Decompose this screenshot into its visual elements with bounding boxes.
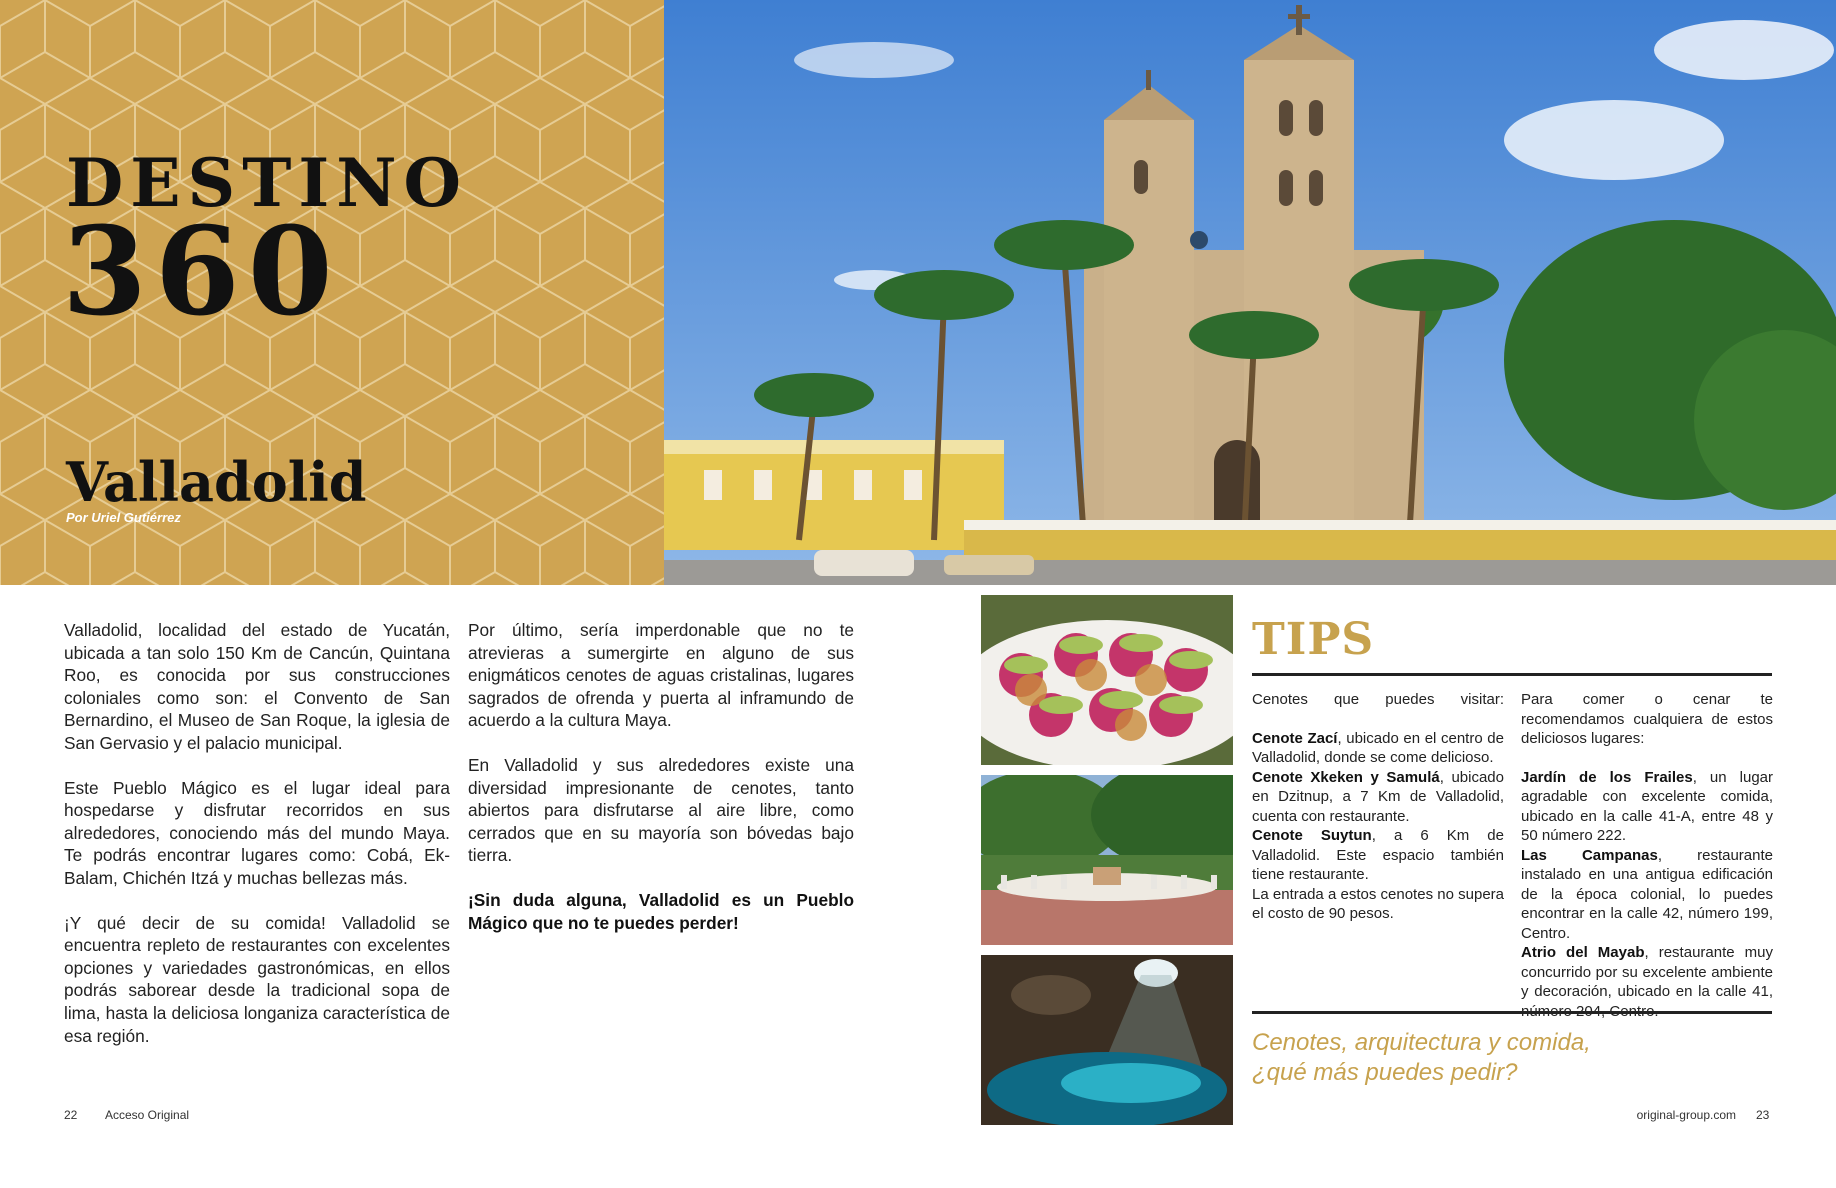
tips-cenotes-column bbox=[1252, 690, 1504, 924]
food-intro: Para comer o cenar te recomendamos cualquiera de estos deliciosos lugares: bbox=[1521, 691, 1773, 747]
article-column-1 bbox=[64, 619, 450, 1069]
magazine-name: Acceso Original bbox=[105, 1108, 190, 1122]
tip-name: Las Campanas bbox=[1521, 846, 1658, 864]
paragraph: ¡Y qué decir de su comida! Valladolid se encuentra repleto de restaurantes con excelentes opciones y variedades gastronómicas, en ellos podrás saborear desde la tradicional sopa de lima, hasta la deliciosa longaniza característica de esa región. bbox=[64, 912, 450, 1046]
paragraph: Valladolid, localidad del estado de Yucatán, ubicada a tan solo 150 Km de Cancún, Quintana Roo, es conocida por sus construcciones coloniales como son: el Convento de San Bernardino, el Museo de San Roque, la iglesia de San Gervasio y el palacio municipal. bbox=[64, 620, 450, 753]
tip-name: Atrio del Mayab bbox=[1521, 944, 1645, 961]
tip-name: Cenote Xkeken y Samulá bbox=[1252, 768, 1440, 786]
tip-item: Cenote Suytun, a 6 Km de Valladolid. Este espacio también tiene restaurante. bbox=[1252, 827, 1504, 883]
plaza-photo bbox=[981, 775, 1233, 945]
cathedral-illustration bbox=[664, 0, 1836, 585]
tip-name: Jardín de los Frailes bbox=[1521, 768, 1693, 786]
tip-note: La entrada a estos cenotes no supera el costo de 90 pesos. bbox=[1252, 885, 1504, 922]
divider bbox=[1252, 673, 1772, 676]
tip-name: Cenote Zací bbox=[1252, 729, 1338, 747]
paragraph: En Valladolid y sus alrededores existe una diversidad impresionante de cenotes, tanto abiertos para disfrutarse al aire libre, como cerrados que en su mayoría son bóvedas bajo tierra. bbox=[468, 754, 854, 866]
cenotes-intro: Cenotes que puedes visitar: bbox=[1252, 691, 1504, 708]
website-link[interactable]: original-group.com bbox=[1636, 1108, 1736, 1122]
page-number-right: 23 bbox=[1756, 1108, 1770, 1122]
pull-quote: Cenotes, arquitectura y comida, ¿qué más puedes pedir? bbox=[1252, 1029, 1591, 1086]
section-title-number: 360 bbox=[62, 199, 341, 343]
article-column-2 bbox=[468, 619, 854, 956]
divider bbox=[1252, 1011, 1772, 1014]
tip-name: Cenote Suytun bbox=[1252, 827, 1372, 844]
page-number-left: 22 bbox=[64, 1108, 78, 1122]
tip-item: Jardín de los Frailes, un lugar agradable con excelente comida, ubicado en la calle 41-A, entre 48 y 50 número 222. bbox=[1521, 768, 1774, 844]
tip-item: Atrio del Mayab, restaurante muy concurrido por su excelente ambiente y decoración, ubicado en la calle 41, bbox=[1521, 944, 1773, 1000]
tip-item: Las Campanas, restaurante instalado en una antigua edificación de la época colonial, lo puedes encontrar en la calle 42, número 199, Centro. bbox=[1521, 846, 1773, 942]
article-title: Valladolid bbox=[66, 450, 367, 514]
paragraph: Por último, sería imperdonable que no te atrevieras a sumergirte en alguno de sus enigmáticos cenotes de aguas cristalinas, lugares sagrados de ofrenda y puerta al inframundo de acuerdo a la cultura Maya. bbox=[468, 620, 854, 731]
byline: Por Uriel Gutiérrez bbox=[66, 510, 181, 525]
section-title-word: DESTINO bbox=[66, 144, 469, 222]
cenote-photo bbox=[981, 955, 1233, 1125]
paragraph: Este Pueblo Mágico es el lugar ideal para hospedarse y disfrutar recorridos en sus alrededores, conociendo más del mundo Maya. Te podrás encontrar lugares como: Cobá, Ek-Balam, Chichén Itzá y muchas bellezas más. bbox=[64, 777, 450, 888]
tip-item: Cenote Xkeken y Samulá, ubicado en Dzitnup, a 7 Km de Valladolid, cuenta con restaurante. bbox=[1252, 768, 1504, 825]
closing-statement: ¡Sin duda alguna, Valladolid es un Pueblo Mágico que no te puedes perder! bbox=[468, 889, 854, 933]
food-photo bbox=[981, 595, 1233, 765]
tips-food-column bbox=[1521, 690, 1773, 1021]
tip-item: Cenote Zací, ubicado en el centro de Valladolid, donde se come delicioso. bbox=[1252, 729, 1504, 766]
cathedral-photo bbox=[664, 0, 1836, 585]
tips-title: TIPS bbox=[1252, 614, 1375, 665]
